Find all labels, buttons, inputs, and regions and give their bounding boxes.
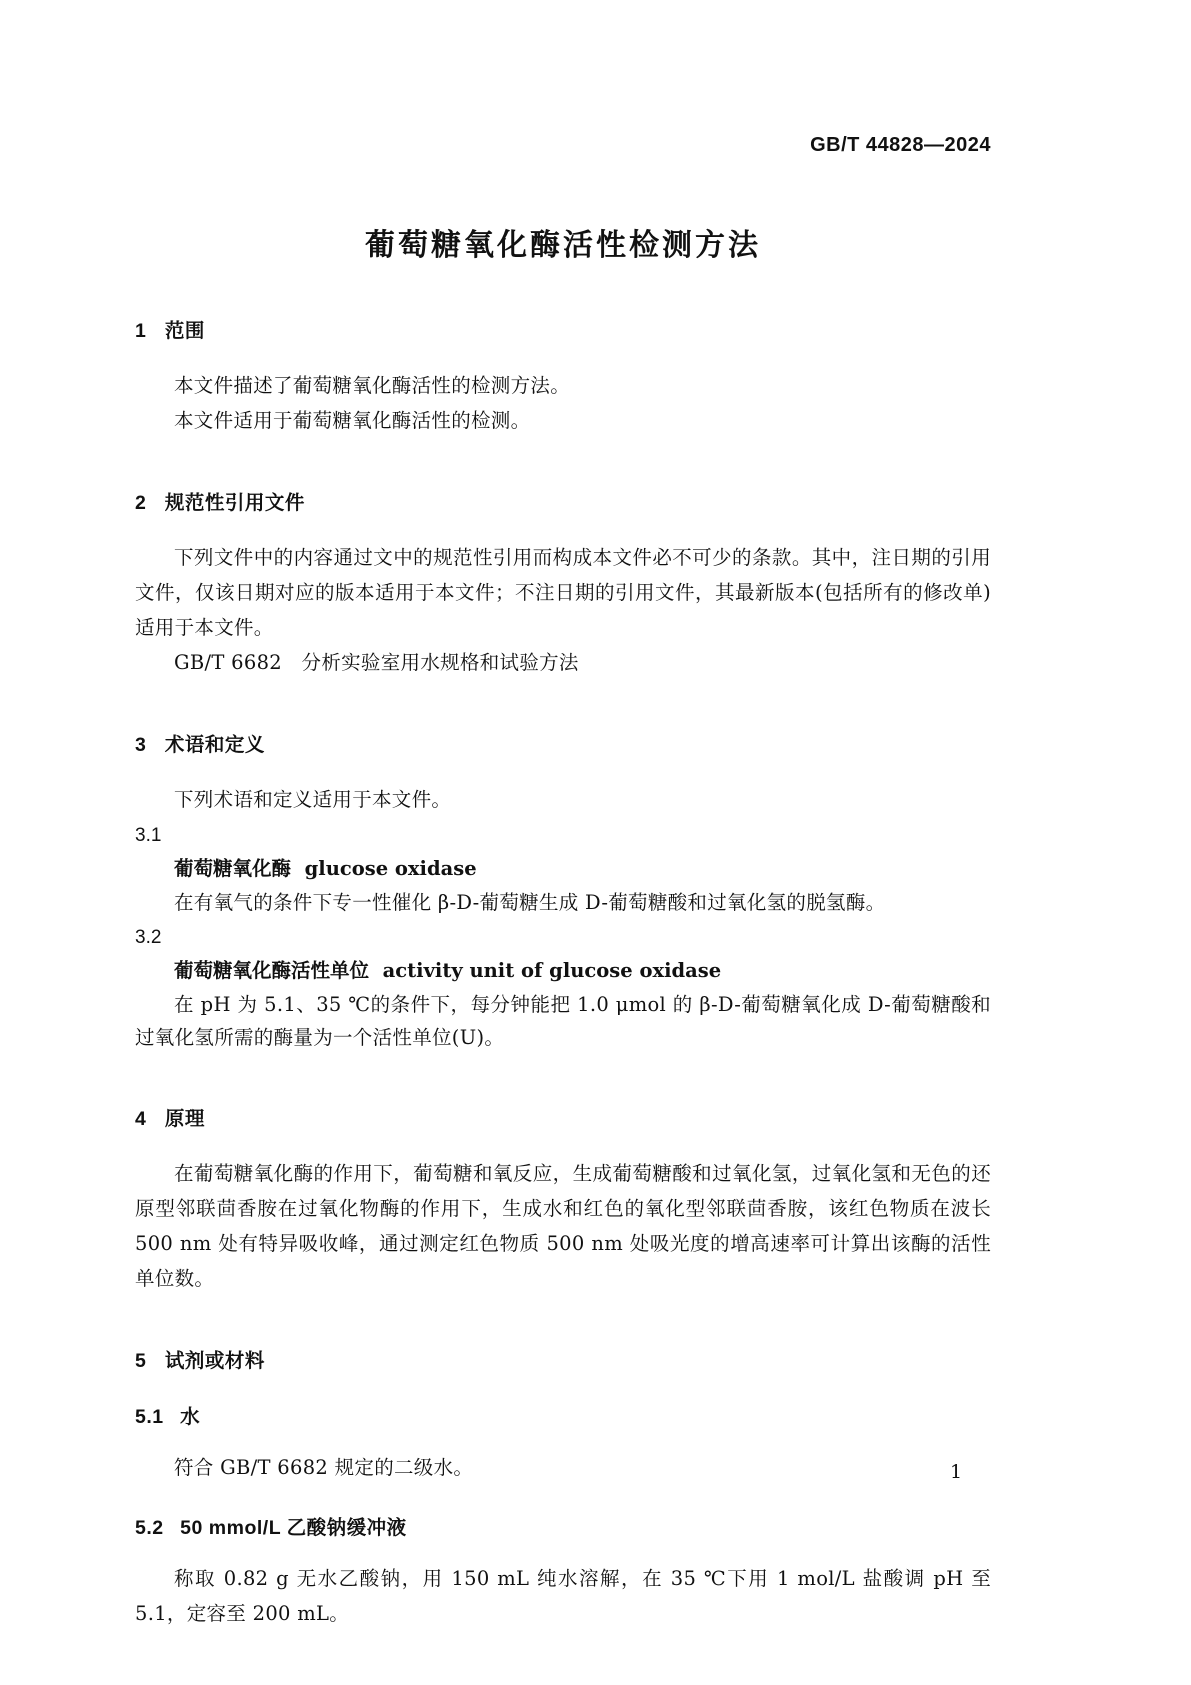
standard-number: GB/T 44828—2024: [810, 134, 991, 156]
term-1-name-en: glucose oxidase: [304, 857, 477, 880]
subsection-5-1-title: 水: [180, 1406, 201, 1428]
normative-reference-entry: [135, 645, 991, 680]
normative-references-paragraph: 下列文件中的内容通过文中的规范性引用而构成本文件必不可少的条款。其中，注日期的引用文件，仅该日期对应的版本适用于本文件；不注日期的引用文件，其最新版本(包括所有的修改单)适用于本文件。: [135, 546, 991, 639]
term-1-definition: 在有氧气的条件下专一性催化 β-D-葡萄糖生成 D-葡萄糖酸和过氧化氢的脱氢酶。: [174, 891, 886, 914]
section-4-number: 4: [135, 1108, 147, 1130]
term-2-name-en: activity unit of glucose oxidase: [382, 959, 722, 982]
scope-paragraph-1: 本文件描述了葡萄糖氧化酶活性的检测方法。: [174, 374, 571, 397]
reference-title: 分析实验室用水规格和试验方法: [301, 651, 579, 674]
document-title: 葡萄糖氧化酶活性检测方法: [365, 229, 761, 262]
term-2-definition: 在 pH 为 5.1、35 ℃的条件下，每分钟能把 1.0 μmol 的 β-D-葡萄糖氧化成 D-葡萄糖酸和过氧化氢所需的酶量为一个活性单位(U)。: [135, 993, 991, 1049]
term-1-number: 3.1: [135, 825, 162, 846]
section-1-heading: [135, 318, 991, 344]
term-2-name-zh: 葡萄糖氧化酶活性单位: [174, 960, 370, 982]
scope-paragraph-2: 本文件适用于葡萄糖氧化酶活性的检测。: [174, 409, 531, 432]
water-paragraph: 符合 GB/T 6682 规定的二级水。: [174, 1456, 474, 1479]
subsection-5-1-number: 5.1: [135, 1406, 164, 1428]
subsection-5-1-heading: [135, 1404, 991, 1430]
principle-paragraph: 在葡萄糖氧化酶的作用下，葡萄糖和氧反应，生成葡萄糖酸和过氧化氢，过氧化氢和无色的还原型邻联茴香胺在过氧化物酶的作用下，生成水和红色的氧化型邻联茴香胺，该红色物质在波长 500 nm 处有特异吸收峰，通过测定红色物质 500 nm 处吸光度的增高速率可计算出该酶的活性单位数。: [135, 1162, 991, 1290]
section-4-heading: [135, 1106, 991, 1132]
section-2-heading: [135, 490, 991, 516]
terms-intro-paragraph: 下列术语和定义适用于本文件。: [174, 788, 452, 811]
term-1-name-zh: 葡萄糖氧化酶: [174, 858, 292, 880]
page-number: 1: [950, 1461, 963, 1483]
section-5-heading: [135, 1348, 991, 1374]
subsection-5-2-number: 5.2: [135, 1517, 164, 1539]
section-2-title: 规范性引用文件: [164, 492, 305, 514]
section-3-number: 3: [135, 734, 147, 756]
section-1-number: 1: [135, 320, 147, 342]
subsection-5-2-title: 50 mmol/L 乙酸钠缓冲液: [180, 1517, 407, 1539]
term-1-entry: [135, 852, 991, 886]
page-content: [135, 0, 991, 1631]
buffer-paragraph: 称取 0.82 g 无水乙酸钠，用 150 mL 纯水溶解，在 35 ℃下用 1 mol/L 盐酸调 pH 至 5.1，定容至 200 mL。: [135, 1567, 991, 1625]
reference-code: GB/T 6682: [174, 651, 283, 674]
section-5-title: 试剂或材料: [164, 1350, 265, 1372]
section-3-title: 术语和定义: [164, 734, 265, 756]
term-2-entry: [135, 954, 991, 988]
section-2-number: 2: [135, 492, 147, 514]
section-4-title: 原理: [164, 1108, 205, 1130]
section-5-number: 5: [135, 1350, 147, 1372]
section-1-title: 范围: [164, 320, 205, 342]
term-2-number: 3.2: [135, 927, 162, 948]
subsection-5-2-heading: [135, 1515, 991, 1541]
section-3-heading: [135, 732, 991, 758]
